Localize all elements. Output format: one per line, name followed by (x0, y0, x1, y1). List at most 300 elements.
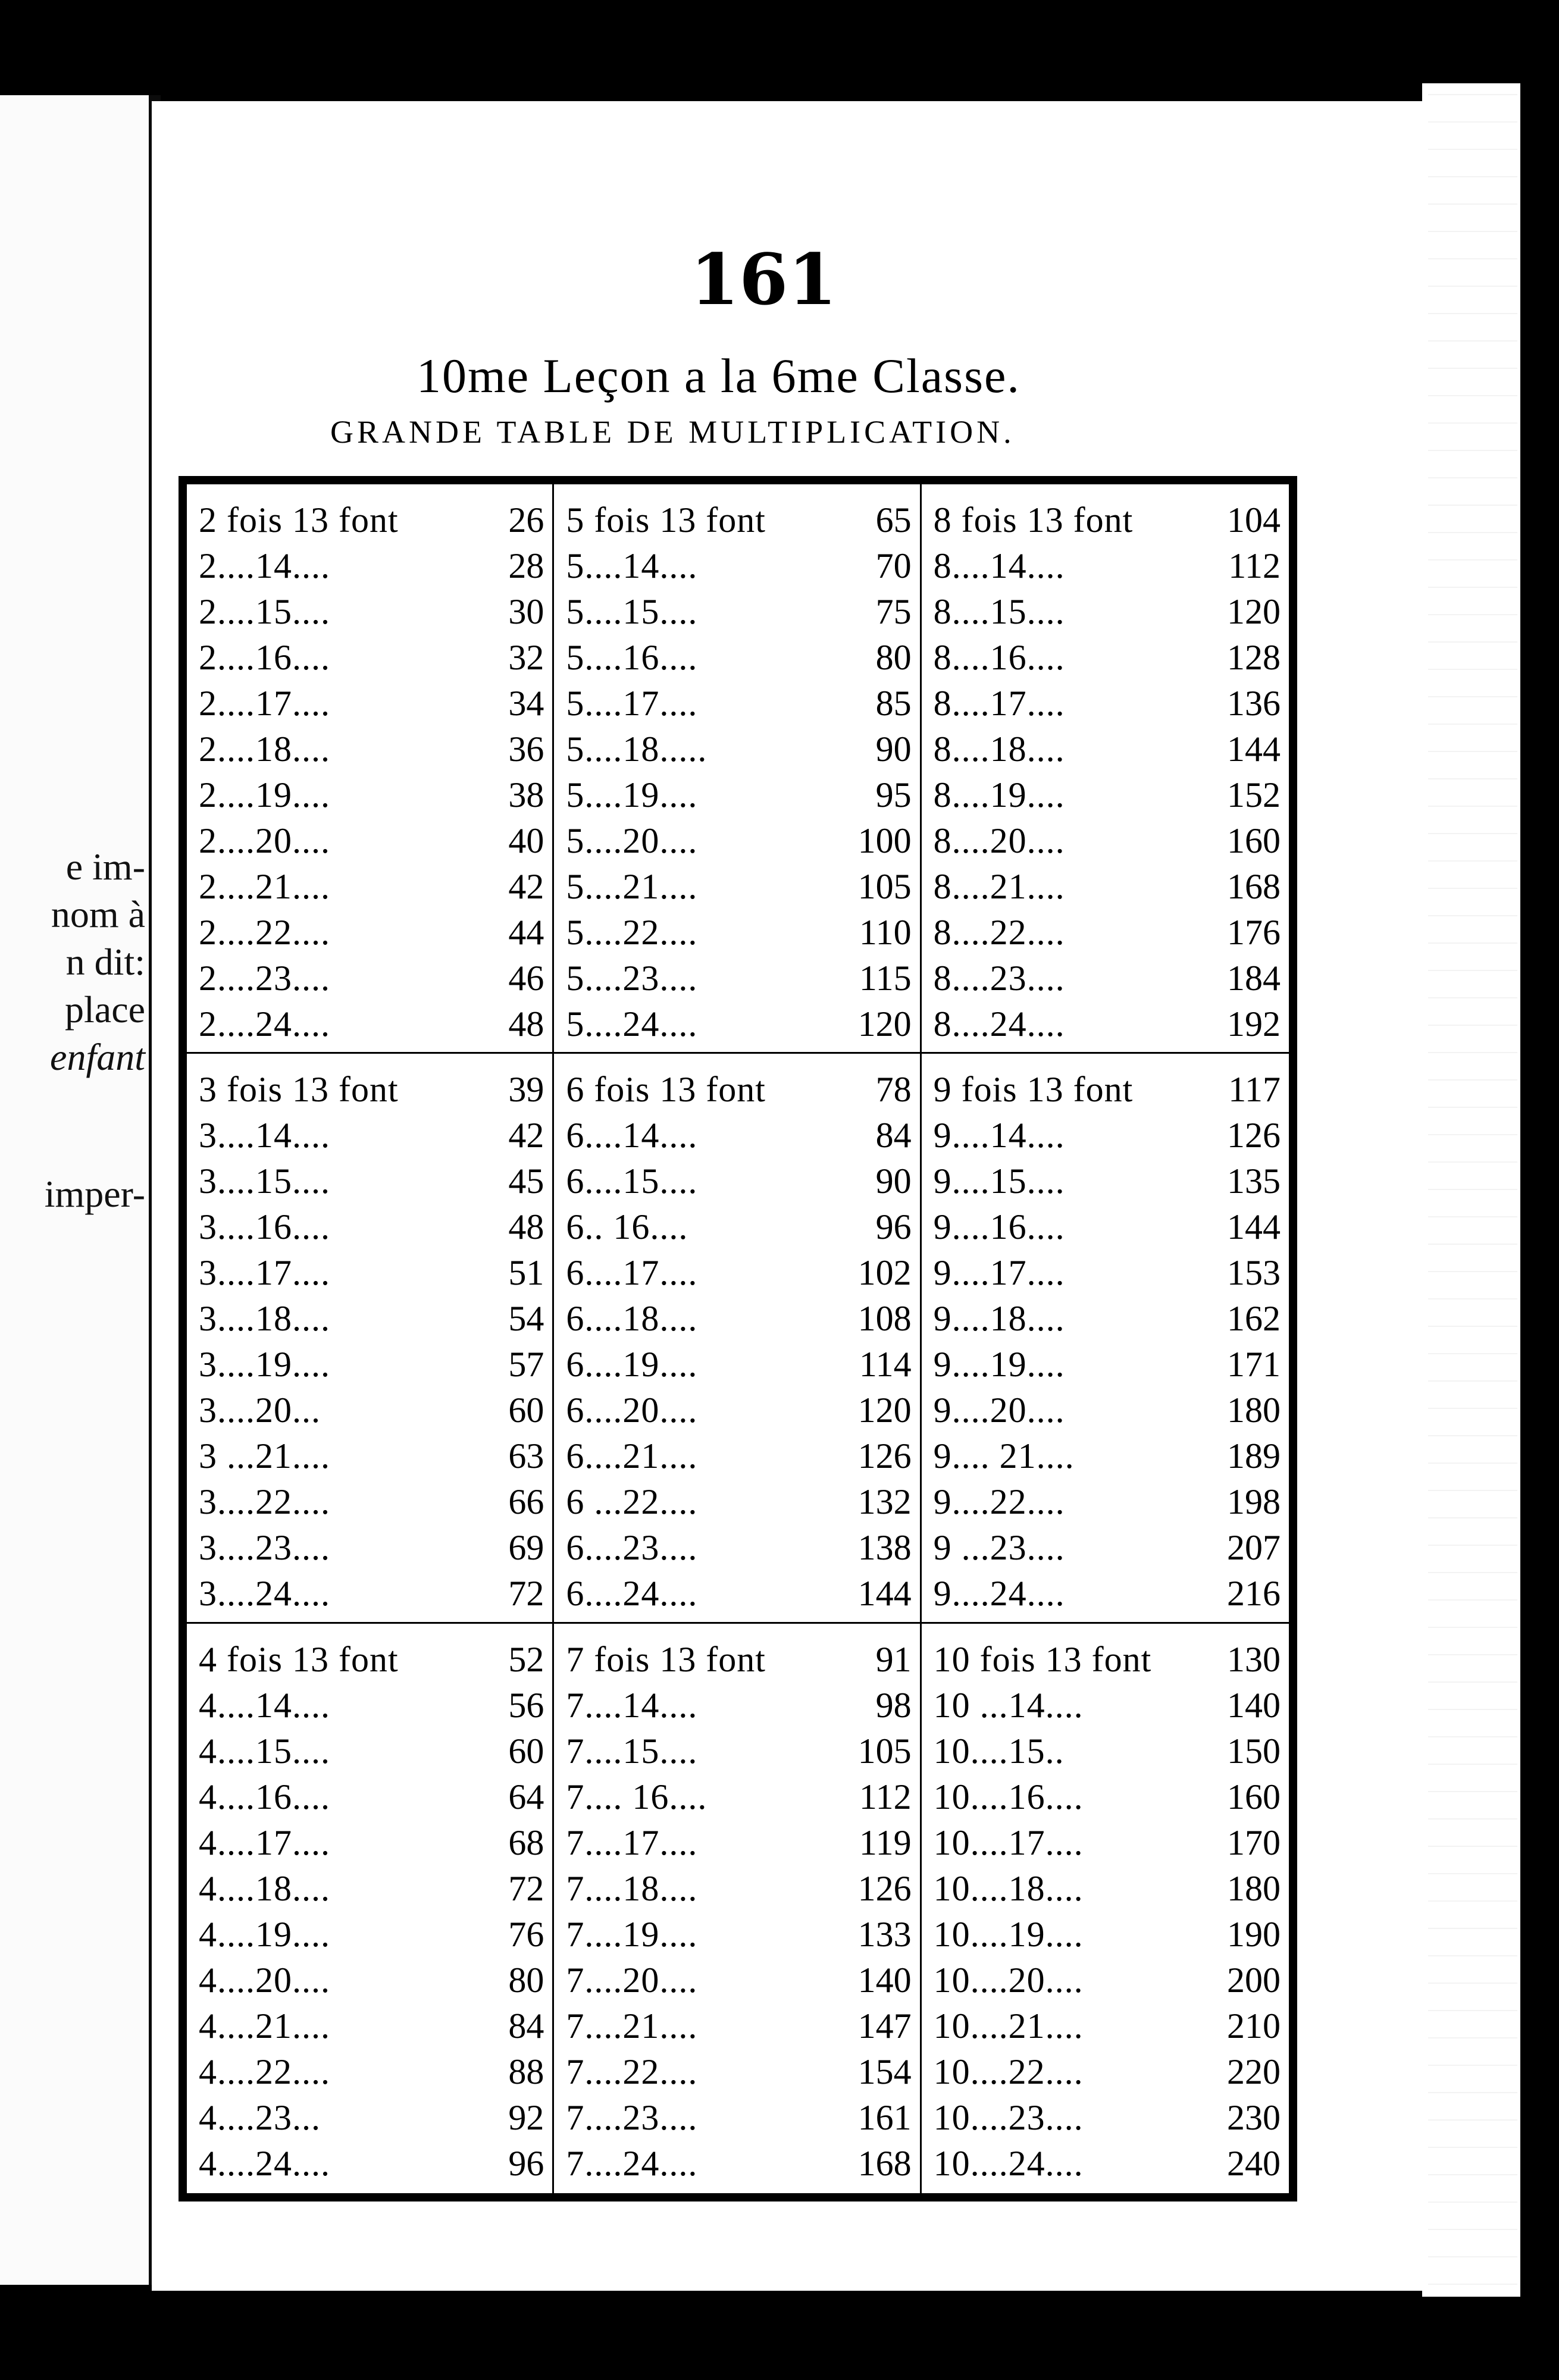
table-line (934, 1479, 1281, 1525)
table-line (934, 1433, 1281, 1479)
multiplication-result: 144 (1226, 729, 1281, 769)
multiplication-expression: 8....16.... (933, 638, 1065, 677)
multiplication-expression: 4....24.... (199, 2143, 330, 2183)
multiplication-result: 104 (1226, 500, 1281, 540)
table-line (199, 1525, 544, 1571)
multiplication-result: 42 (508, 1116, 544, 1155)
table-line (199, 1728, 544, 1774)
multiplication-result: 63 (508, 1436, 544, 1476)
table-line (934, 1342, 1281, 1388)
table-line (199, 1001, 544, 1047)
multiplication-result: 176 (1226, 913, 1281, 952)
multiplication-result: 140 (1226, 1685, 1281, 1725)
table-line (934, 726, 1281, 772)
table-line (566, 1571, 911, 1617)
multiplication-expression: 7....20.... (566, 1960, 698, 2000)
table-line (934, 1683, 1281, 1728)
multiplication-expression: 10 ...14.... (933, 1685, 1084, 1725)
table-line (199, 497, 544, 543)
table-line (199, 726, 544, 772)
multiplication-expression: 6....23.... (566, 1528, 698, 1568)
table-line (566, 1728, 911, 1774)
multiplication-result: 32 (508, 638, 544, 677)
multiplication-expression: 2....21.... (199, 867, 330, 906)
multiplication-result: 144 (1226, 1207, 1281, 1247)
table-line (199, 1637, 544, 1683)
multiplication-expression: 3....20... (199, 1391, 321, 1430)
table-line (934, 681, 1281, 726)
left-page-fragment: nom à (51, 893, 145, 935)
table-line (934, 1296, 1281, 1342)
table-line (199, 1067, 544, 1113)
adjacent-right-page-edge (1422, 83, 1520, 2297)
multiplication-expression: 10....21.... (933, 2006, 1084, 2046)
table-line (199, 772, 544, 818)
multiplication-result: 75 (875, 592, 912, 631)
multiplication-expression: 4....16.... (199, 1777, 330, 1817)
table-line (566, 1342, 911, 1388)
multiplication-result: 153 (1226, 1253, 1281, 1293)
multiplication-result: 91 (875, 1639, 912, 1679)
multiplication-result: 44 (508, 913, 544, 952)
multiplication-result: 126 (857, 1868, 912, 1908)
table-line (199, 1774, 544, 1820)
table-line (566, 1204, 911, 1250)
table-line (566, 635, 911, 681)
multiplication-expression: 2....18.... (199, 729, 330, 769)
left-page-fragment: e im- (65, 845, 145, 888)
multiplication-result: 105 (857, 867, 912, 906)
multiplication-result: 88 (508, 2052, 544, 2091)
multiplication-expression: 5....23.... (566, 959, 698, 998)
table-line (566, 1113, 911, 1158)
multiplication-result: 68 (508, 1822, 544, 1862)
table-block (554, 1054, 921, 1623)
multiplication-expression: 4....14.... (199, 1685, 330, 1725)
multiplication-result: 95 (875, 775, 912, 815)
multiplication-result: 216 (1226, 1574, 1281, 1614)
multiplication-result: 144 (857, 1574, 912, 1614)
multiplication-result: 78 (875, 1070, 912, 1110)
multiplication-result: 154 (857, 2052, 912, 2091)
multiplication-expression: 4....20.... (199, 1960, 330, 2000)
multiplication-expression: 5....21.... (566, 867, 698, 906)
table-line (199, 1433, 544, 1479)
multiplication-result: 46 (508, 959, 544, 998)
adjacent-left-page (0, 95, 149, 2285)
multiplication-expression: 9....16.... (933, 1207, 1065, 1247)
multiplication-expression: 8....20.... (933, 821, 1065, 860)
multiplication-result: 119 (859, 1822, 912, 1862)
multiplication-expression: 7....23.... (566, 2097, 698, 2137)
multiplication-result: 64 (508, 1777, 544, 1817)
multiplication-result: 115 (859, 959, 912, 998)
multiplication-result: 120 (857, 1391, 912, 1430)
multiplication-result: 112 (1228, 546, 1281, 585)
multiplication-expression: 8....14.... (933, 546, 1065, 585)
multiplication-expression: 8....21.... (933, 867, 1065, 906)
multiplication-result: 65 (875, 500, 912, 540)
multiplication-result: 108 (857, 1299, 912, 1339)
multiplication-result: 102 (857, 1253, 912, 1293)
multiplication-expression: 3 ...21.... (199, 1436, 330, 1476)
multiplication-result: 112 (859, 1777, 912, 1817)
multiplication-result: 72 (508, 1574, 544, 1614)
multiplication-expression: 10....18.... (933, 1868, 1084, 1908)
multiplication-result: 198 (1226, 1482, 1281, 1522)
page-number: 161 (690, 238, 837, 321)
multiplication-expression: 2 fois 13 font (199, 500, 399, 540)
table-line (199, 1296, 544, 1342)
multiplication-expression: 6.. 16.... (566, 1207, 688, 1247)
multiplication-result: 171 (1226, 1345, 1281, 1385)
multiplication-result: 70 (875, 546, 912, 585)
multiplication-result: 39 (508, 1070, 544, 1110)
multiplication-expression: 7....14.... (566, 1685, 698, 1725)
table-line (934, 818, 1281, 864)
table-line (934, 2049, 1281, 2095)
multiplication-result: 140 (857, 1960, 912, 2000)
left-page-fragment: imper- (44, 1173, 145, 1215)
multiplication-result: 147 (857, 2006, 912, 2046)
table-line (566, 1866, 911, 1912)
table-line (934, 1204, 1281, 1250)
multiplication-result: 90 (875, 1161, 912, 1201)
table-line (199, 543, 544, 589)
table-line (199, 1912, 544, 1958)
multiplication-result: 230 (1226, 2097, 1281, 2137)
table-line (934, 956, 1281, 1001)
multiplication-expression: 5....18..... (566, 729, 708, 769)
left-page-fragment: place (65, 988, 145, 1031)
multiplication-expression: 6....14.... (566, 1116, 698, 1155)
multiplication-result: 240 (1226, 2143, 1281, 2183)
multiplication-result: 132 (857, 1482, 912, 1522)
table-line (199, 864, 544, 910)
multiplication-expression: 6....20.... (566, 1391, 698, 1430)
table-line (934, 497, 1281, 543)
multiplication-result: 96 (508, 2143, 544, 2183)
multiplication-expression: 9.... 21.... (933, 1436, 1075, 1476)
multiplication-expression: 10....16.... (933, 1777, 1084, 1817)
multiplication-expression: 3....19.... (199, 1345, 330, 1385)
multiplication-result: 190 (1226, 1914, 1281, 1954)
multiplication-result: 180 (1226, 1868, 1281, 1908)
table-line (199, 956, 544, 1001)
multiplication-expression: 9....22.... (933, 1482, 1065, 1522)
multiplication-result: 120 (857, 1004, 912, 1044)
table-line (199, 1204, 544, 1250)
multiplication-expression: 7 fois 13 font (566, 1639, 766, 1679)
table-line (199, 1342, 544, 1388)
multiplication-result: 54 (508, 1299, 544, 1339)
multiplication-expression: 6....17.... (566, 1253, 698, 1293)
multiplication-expression: 2....20.... (199, 821, 330, 860)
table-line (199, 910, 544, 956)
multiplication-expression: 3....18.... (199, 1299, 330, 1339)
table-line (934, 635, 1281, 681)
multiplication-result: 120 (1226, 592, 1281, 631)
table-line (566, 1067, 911, 1113)
multiplication-result: 38 (508, 775, 544, 815)
table-line (566, 1388, 911, 1433)
multiplication-result: 170 (1226, 1822, 1281, 1862)
table-line (199, 2049, 544, 2095)
multiplication-table (179, 476, 1297, 2202)
multiplication-expression: 7....18.... (566, 1868, 698, 1908)
table-line (199, 1158, 544, 1204)
multiplication-result: 84 (875, 1116, 912, 1155)
multiplication-expression: 6 ...22.... (566, 1482, 698, 1522)
table-line (566, 1637, 911, 1683)
table-line (199, 818, 544, 864)
multiplication-expression: 2....19.... (199, 775, 330, 815)
table-line (199, 1479, 544, 1525)
multiplication-expression: 7....15.... (566, 1731, 698, 1771)
multiplication-expression: 8....15.... (933, 592, 1065, 631)
multiplication-expression: 7....22.... (566, 2052, 698, 2091)
table-block (187, 484, 554, 1054)
multiplication-expression: 10 fois 13 font (933, 1639, 1152, 1679)
table-line (566, 1479, 911, 1525)
multiplication-expression: 8....23.... (933, 959, 1065, 998)
table-line (934, 1866, 1281, 1912)
page-edge-texture (1428, 83, 1517, 2297)
table-block (554, 484, 921, 1054)
multiplication-result: 200 (1226, 1960, 1281, 2000)
table-line (199, 589, 544, 635)
multiplication-expression: 9 fois 13 font (933, 1070, 1134, 1110)
multiplication-result: 52 (508, 1639, 544, 1679)
table-line (199, 1866, 544, 1912)
multiplication-result: 150 (1226, 1731, 1281, 1771)
multiplication-expression: 2....15.... (199, 592, 330, 631)
multiplication-result: 90 (875, 729, 912, 769)
multiplication-result: 100 (857, 821, 912, 860)
table-line (199, 1958, 544, 2003)
table-line (934, 1113, 1281, 1158)
multiplication-result: 160 (1226, 821, 1281, 860)
multiplication-expression: 8....24.... (933, 1004, 1065, 1044)
table-line (199, 1388, 544, 1433)
multiplication-expression: 5....15.... (566, 592, 698, 631)
multiplication-result: 192 (1226, 1004, 1281, 1044)
multiplication-result: 92 (508, 2097, 544, 2137)
table-line (934, 910, 1281, 956)
multiplication-expression: 9....14.... (933, 1116, 1065, 1155)
multiplication-expression: 6 fois 13 font (566, 1070, 766, 1110)
table-line (934, 1958, 1281, 2003)
table-line (199, 2003, 544, 2049)
multiplication-result: 133 (857, 1914, 912, 1954)
multiplication-result: 207 (1226, 1528, 1281, 1568)
multiplication-result: 114 (859, 1345, 912, 1385)
multiplication-expression: 9....15.... (933, 1161, 1065, 1201)
table-block (554, 1624, 921, 2193)
table-line (566, 1525, 911, 1571)
multiplication-result: 180 (1226, 1391, 1281, 1430)
table-line (199, 1113, 544, 1158)
multiplication-result: 160 (1226, 1777, 1281, 1817)
multiplication-expression: 4 fois 13 font (199, 1639, 399, 1679)
multiplication-expression: 2....17.... (199, 684, 330, 723)
multiplication-result: 48 (508, 1207, 544, 1247)
multiplication-expression: 9....24.... (933, 1574, 1065, 1614)
multiplication-result: 72 (508, 1868, 544, 1908)
table-grid (187, 484, 1289, 2193)
table-line (566, 1774, 911, 1820)
table-line (934, 1820, 1281, 1866)
multiplication-result: 126 (1226, 1116, 1281, 1155)
multiplication-expression: 5....22.... (566, 913, 698, 952)
table-line (566, 1958, 911, 2003)
multiplication-expression: 10....19.... (933, 1914, 1084, 1954)
multiplication-expression: 4....15.... (199, 1731, 330, 1771)
table-line (199, 1571, 544, 1617)
multiplication-expression: 6....21.... (566, 1436, 698, 1476)
table-line (566, 1250, 911, 1296)
multiplication-expression: 5....17.... (566, 684, 698, 723)
table-line (566, 1001, 911, 1047)
table-line (566, 1820, 911, 1866)
multiplication-expression: 2....16.... (199, 638, 330, 677)
multiplication-expression: 7....21.... (566, 2006, 698, 2046)
multiplication-expression: 4....22.... (199, 2052, 330, 2091)
table-line (566, 589, 911, 635)
table-line (199, 2141, 544, 2187)
multiplication-result: 45 (508, 1161, 544, 1201)
multiplication-expression: 4....18.... (199, 1868, 330, 1908)
multiplication-expression: 4....21.... (199, 2006, 330, 2046)
table-line (566, 1912, 911, 1958)
table-line (934, 864, 1281, 910)
multiplication-expression: 5....16.... (566, 638, 698, 677)
table-block (187, 1624, 554, 2193)
multiplication-result: 96 (875, 1207, 912, 1247)
table-line (566, 1433, 911, 1479)
multiplication-result: 76 (508, 1914, 544, 1954)
multiplication-result: 84 (508, 2006, 544, 2046)
table-line (934, 1912, 1281, 1958)
table-line (566, 2141, 911, 2187)
table-line (566, 1158, 911, 1204)
multiplication-expression: 7.... 16.... (566, 1777, 708, 1817)
multiplication-result: 66 (508, 1482, 544, 1522)
table-line (566, 543, 911, 589)
table-line (199, 1820, 544, 1866)
table-line (934, 1637, 1281, 1683)
multiplication-expression: 3....22.... (199, 1482, 330, 1522)
multiplication-expression: 9 ...23.... (933, 1528, 1065, 1568)
multiplication-expression: 5....20.... (566, 821, 698, 860)
multiplication-result: 80 (508, 1960, 544, 2000)
multiplication-expression: 5 fois 13 font (566, 500, 766, 540)
multiplication-result: 80 (875, 638, 912, 677)
multiplication-result: 168 (1226, 867, 1281, 906)
table-line (934, 1388, 1281, 1433)
multiplication-expression: 3....16.... (199, 1207, 330, 1247)
table-line (566, 497, 911, 543)
table-line (934, 1067, 1281, 1113)
multiplication-result: 57 (508, 1345, 544, 1385)
multiplication-expression: 5....24.... (566, 1004, 698, 1044)
table-line (566, 1296, 911, 1342)
table-line (934, 1525, 1281, 1571)
table-line (199, 681, 544, 726)
multiplication-result: 189 (1226, 1436, 1281, 1476)
multiplication-expression: 8 fois 13 font (933, 500, 1134, 540)
table-line (934, 1571, 1281, 1617)
table-line (934, 589, 1281, 635)
table-block (922, 1054, 1289, 1623)
multiplication-result: 98 (875, 1685, 912, 1725)
table-line (934, 2141, 1281, 2187)
multiplication-result: 128 (1226, 638, 1281, 677)
multiplication-result: 126 (857, 1436, 912, 1476)
table-line (934, 1728, 1281, 1774)
table-line (566, 2049, 911, 2095)
multiplication-result: 105 (857, 1731, 912, 1771)
multiplication-result: 48 (508, 1004, 544, 1044)
multiplication-expression: 6....19.... (566, 1345, 698, 1385)
multiplication-result: 69 (508, 1528, 544, 1568)
multiplication-expression: 3....15.... (199, 1161, 330, 1201)
multiplication-result: 152 (1226, 775, 1281, 815)
table-line (566, 772, 911, 818)
table-line (934, 543, 1281, 589)
multiplication-expression: 10....17.... (933, 1822, 1084, 1862)
multiplication-expression: 2....14.... (199, 546, 330, 585)
multiplication-result: 117 (1228, 1070, 1281, 1110)
table-line (566, 1683, 911, 1728)
table-block (922, 484, 1289, 1054)
multiplication-expression: 8....22.... (933, 913, 1065, 952)
multiplication-result: 162 (1226, 1299, 1281, 1339)
lesson-title: 10me Leçon a la 6me Classe. (417, 349, 1020, 403)
table-line (199, 635, 544, 681)
multiplication-result: 138 (857, 1528, 912, 1568)
multiplication-result: 161 (857, 2097, 912, 2137)
multiplication-expression: 3....24.... (199, 1574, 330, 1614)
table-line (566, 956, 911, 1001)
multiplication-expression: 7....19.... (566, 1914, 698, 1954)
multiplication-expression: 3....17.... (199, 1253, 330, 1293)
multiplication-expression: 10....24.... (933, 2143, 1084, 2183)
table-line (566, 818, 911, 864)
multiplication-result: 60 (508, 1731, 544, 1771)
table-line (199, 1683, 544, 1728)
multiplication-result: 28 (508, 546, 544, 585)
multiplication-result: 56 (508, 1685, 544, 1725)
multiplication-expression: 5....19.... (566, 775, 698, 815)
multiplication-result: 210 (1226, 2006, 1281, 2046)
multiplication-result: 26 (508, 500, 544, 540)
multiplication-expression: 9....20.... (933, 1391, 1065, 1430)
table-line (566, 681, 911, 726)
table-line (566, 726, 911, 772)
table-line (934, 772, 1281, 818)
table-block (187, 1054, 554, 1623)
multiplication-expression: 10....22.... (933, 2052, 1084, 2091)
multiplication-result: 36 (508, 729, 544, 769)
multiplication-expression: 6....18.... (566, 1299, 698, 1339)
multiplication-result: 40 (508, 821, 544, 860)
multiplication-result: 220 (1226, 2052, 1281, 2091)
left-page-fragment: n dit: (65, 941, 145, 983)
multiplication-expression: 9....19.... (933, 1345, 1065, 1385)
multiplication-expression: 10....15.. (933, 1731, 1065, 1771)
table-line (566, 2095, 911, 2141)
